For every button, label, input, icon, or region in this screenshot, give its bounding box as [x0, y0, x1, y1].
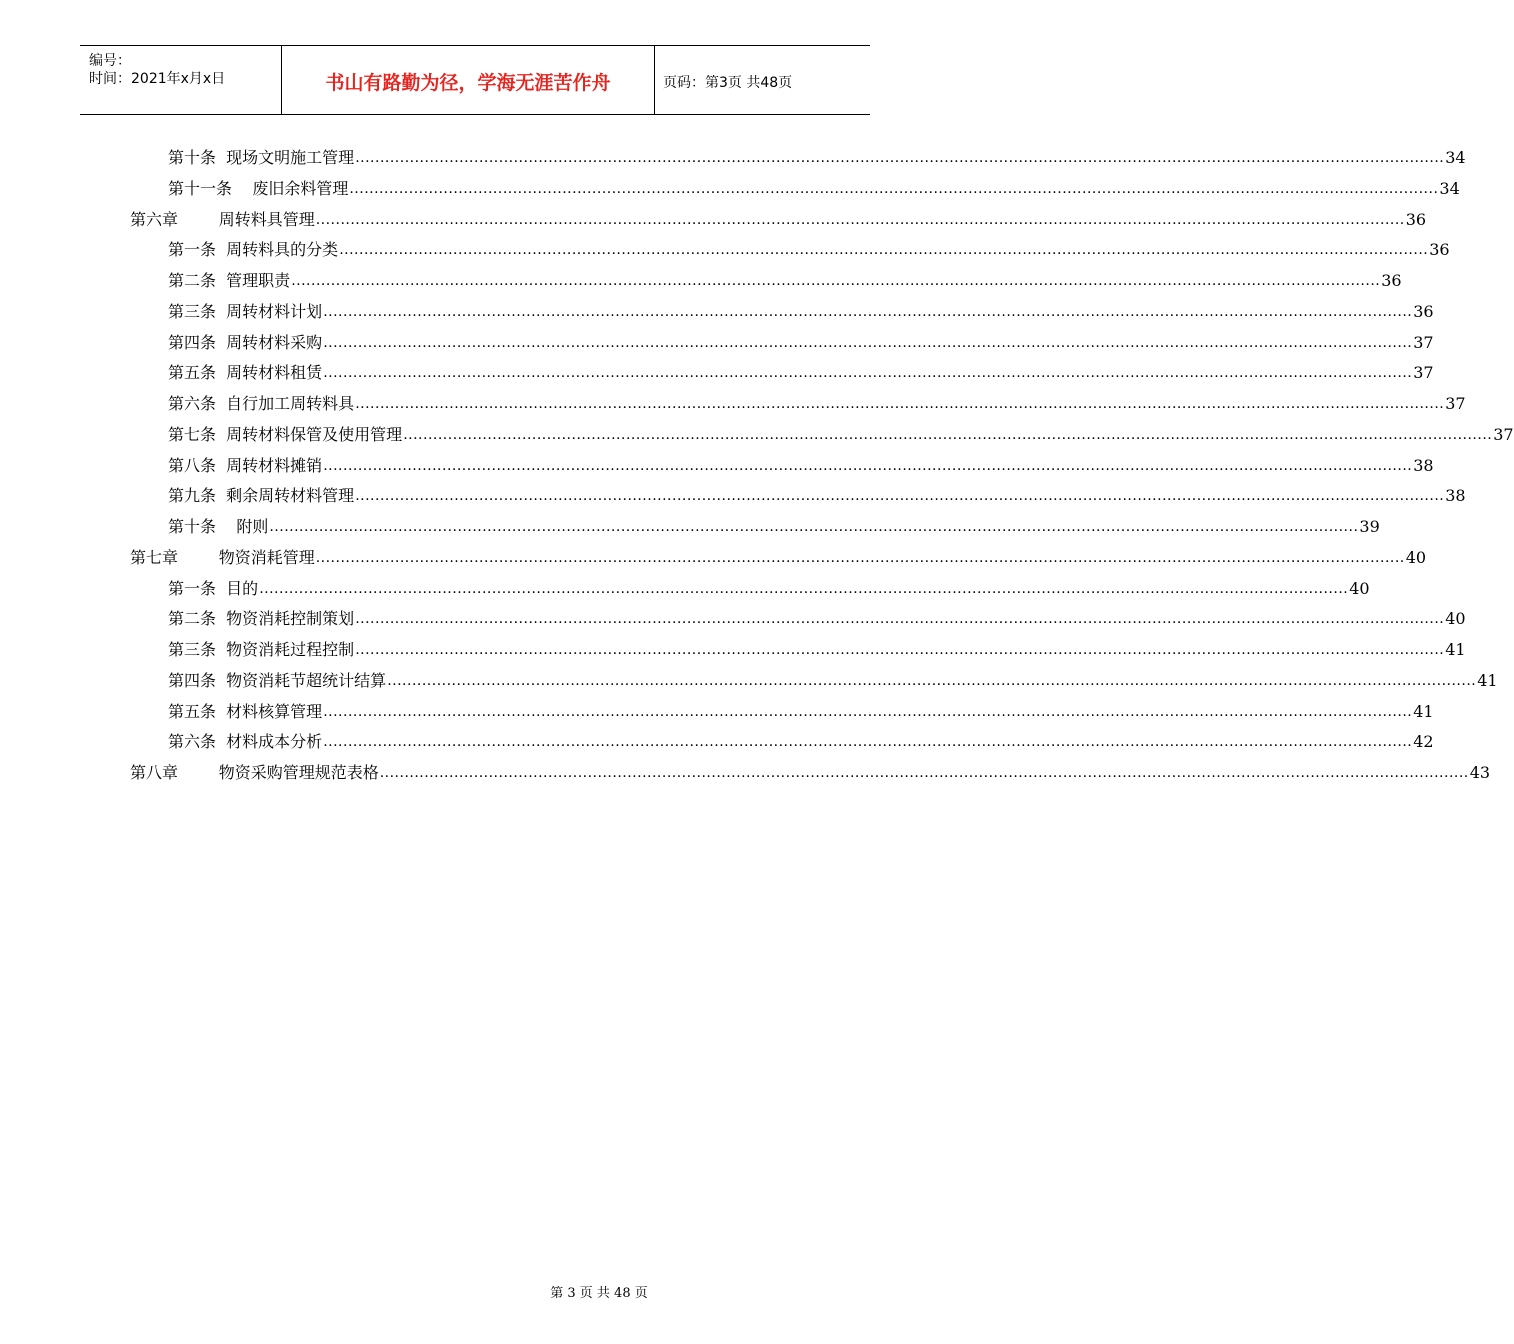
header-motto: 书山有路勤为径，学海无涯苦作舟 [325, 72, 611, 94]
toc-page-number: 40 [1349, 578, 1370, 598]
toc-page-number: 36 [1381, 271, 1402, 290]
toc-article-row[interactable] [168, 358, 1434, 388]
toc-article-row[interactable] [168, 389, 1466, 419]
toc-leader-dots: ............................................................................................................................................................................................................................ [355, 642, 1445, 658]
header-page-cell [655, 46, 870, 114]
toc-leader-dots: ............................................................................................................................................................................................................................ [355, 488, 1445, 505]
toc-entry-title: 第二条 管理职责 [168, 271, 291, 290]
toc-entry-title: 第十条 附则 [168, 517, 269, 536]
toc-page-number: 42 [1413, 732, 1434, 752]
toc-leader-dots: ............................................................................................................................................................................................................................ [323, 703, 1413, 720]
toc-article-row[interactable] [168, 266, 1402, 296]
toc-leader-dots: ............................................................................................................................................................................................................................ [315, 211, 1405, 228]
toc-page-number: 37 [1413, 332, 1434, 352]
toc-page-number: 34 [1445, 148, 1466, 167]
toc-article-row[interactable] [168, 635, 1466, 665]
toc-leader-dots: ............................................................................................................................................................................................................................ [323, 734, 1413, 751]
toc-page-number: 37 [1413, 363, 1434, 383]
toc-article-row[interactable] [168, 512, 1380, 542]
toc-page-number: 40 [1445, 609, 1466, 629]
toc-entry-title: 第五条 材料核算管理 [168, 701, 323, 721]
toc-entry-title: 第六章 周转料具管理 [130, 209, 315, 229]
toc-page-number: 41 [1477, 670, 1498, 690]
page-footer [0, 1282, 950, 1301]
toc-leader-dots: ............................................................................................................................................................................................................................ [323, 303, 1413, 320]
toc-entry-title: 第九条 剩余周转材料管理 [168, 486, 355, 506]
toc-leader-dots: ............................................................................................................................................................................................................................ [355, 396, 1445, 412]
toc-entry-title: 第八条 周转材料摊销 [168, 455, 323, 475]
toc-entry-title: 第四条 物资消耗节超统计结算 [168, 670, 387, 690]
toc-entry-title: 第三条 物资消耗过程控制 [168, 640, 355, 659]
toc-article-row[interactable] [168, 451, 1434, 481]
toc-article-row[interactable] [168, 697, 1434, 727]
toc-entry-title: 第六条 自行加工周转料具 [168, 394, 355, 413]
toc-article-row[interactable] [168, 297, 1434, 327]
toc-leader-dots: ............................................................................................................................................................................................................................ [339, 242, 1429, 259]
header-page-number: 页码：第3页 共48页 [663, 75, 793, 91]
toc-article-row[interactable] [168, 174, 1460, 204]
toc-entry-title: 第四条 周转材料采购 [168, 332, 323, 352]
header-meta-cell [80, 46, 282, 114]
toc-entry-title: 第五条 周转材料租赁 [168, 363, 323, 383]
toc-leader-dots: ............................................................................................................................................................................................................................ [323, 334, 1413, 351]
toc-article-row[interactable] [168, 727, 1434, 757]
toc-page-number: 34 [1439, 178, 1460, 198]
toc-page-number: 36 [1413, 301, 1434, 321]
toc-page-number: 39 [1359, 517, 1380, 536]
header-motto-cell [282, 46, 655, 114]
toc-page-number: 37 [1493, 424, 1514, 444]
toc-article-row[interactable] [168, 574, 1370, 604]
toc-entry-title: 第三条 周转材料计划 [168, 301, 323, 321]
toc-page-number: 43 [1469, 763, 1491, 782]
toc-article-row[interactable] [168, 235, 1450, 265]
toc-leader-dots: ............................................................................................................................................................................................................................ [323, 457, 1413, 474]
toc-page-number: 36 [1405, 209, 1427, 229]
toc-article-row[interactable] [168, 328, 1434, 358]
toc-chapter-row[interactable] [130, 205, 1427, 235]
toc-page-number: 41 [1413, 701, 1434, 721]
document-number-label: 编号： [89, 53, 131, 69]
toc-leader-dots: ............................................................................................................................................................................................................................ [403, 426, 1493, 443]
toc-page-number: 41 [1445, 640, 1466, 659]
toc-leader-dots: ............................................................................................................................................................................................................................ [269, 519, 1359, 535]
toc-leader-dots: ............................................................................................................................................................................................................................ [387, 672, 1477, 689]
toc-page-number: 40 [1405, 547, 1427, 567]
toc-leader-dots: ............................................................................................................................................................................................................................ [355, 150, 1445, 166]
toc-leader-dots: ............................................................................................................................................................................................................................ [315, 549, 1405, 566]
toc-entry-title: 第六条 材料成本分析 [168, 732, 323, 752]
toc-article-row[interactable] [168, 143, 1466, 173]
toc-entry-title: 第七条 周转材料保管及使用管理 [168, 424, 403, 444]
toc-entry-title: 第十一条 废旧余料管理 [168, 178, 349, 198]
toc-page-number: 38 [1445, 486, 1466, 506]
toc-article-row[interactable] [168, 420, 1514, 450]
toc-page-number: 37 [1445, 394, 1466, 413]
toc-leader-dots: ............................................................................................................................................................................................................................ [349, 180, 1439, 197]
toc-article-row[interactable] [168, 604, 1466, 634]
toc-leader-dots: ............................................................................................................................................................................................................................ [291, 273, 1381, 289]
toc-article-row[interactable] [168, 481, 1466, 511]
toc-page-number: 36 [1429, 240, 1450, 260]
toc-chapter-row[interactable] [130, 543, 1427, 573]
toc-page-number: 38 [1413, 455, 1434, 475]
toc-article-row[interactable] [168, 666, 1498, 696]
document-date-label: 时间：2021年x月x日 [89, 71, 226, 87]
toc-entry-title: 第七章 物资消耗管理 [130, 547, 315, 567]
toc-chapter-row[interactable] [130, 758, 1491, 788]
toc-entry-title: 第一条 周转料具的分类 [168, 240, 339, 260]
toc-leader-dots: ............................................................................................................................................................................................................................ [259, 580, 1349, 597]
toc-entry-title: 第二条 物资消耗控制策划 [168, 609, 355, 629]
toc-entry-title: 第十条 现场文明施工管理 [168, 148, 355, 167]
footer-page-number: 第 3 页 共 48 页 [550, 1286, 648, 1301]
toc-leader-dots: ............................................................................................................................................................................................................................ [379, 765, 1469, 781]
toc-entry-title: 第八章 物资采购管理规范表格 [130, 763, 379, 782]
toc-entry-title: 第一条 目的 [168, 578, 259, 598]
page-header [80, 45, 870, 115]
toc-leader-dots: ............................................................................................................................................................................................................................ [355, 611, 1445, 628]
toc-leader-dots: ............................................................................................................................................................................................................................ [323, 365, 1413, 382]
